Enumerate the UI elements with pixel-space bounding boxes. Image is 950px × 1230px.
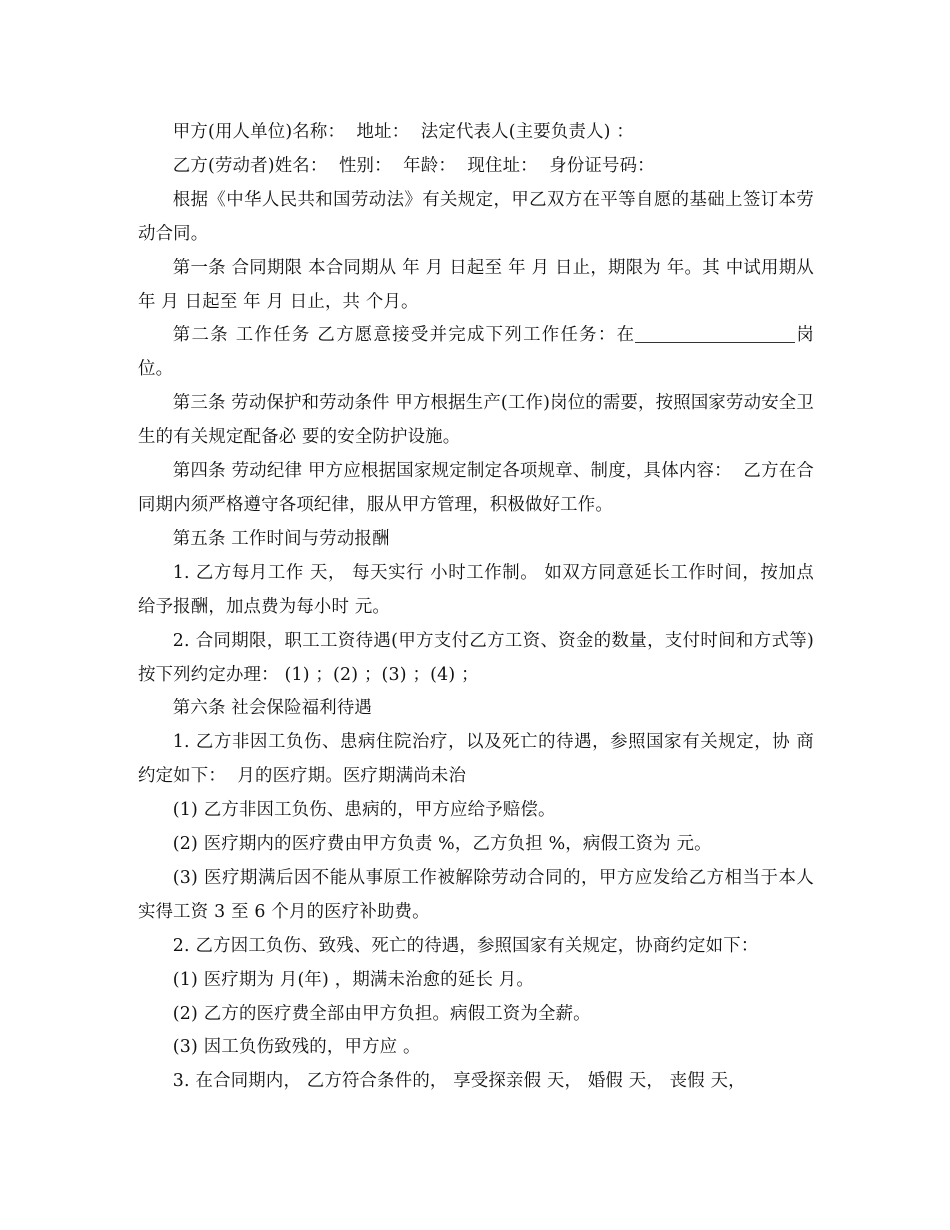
article-6-item-1: 1. 乙方非因工负伤、患病住院治疗，以及死亡的待遇，参照国家有关规定，协 商约定如下： 月的医疗期。医疗期满尚未治 [138,732,814,787]
article-4: 第四条 劳动纪律 甲方应根据国家规定制定各项规章、制度，具体内容： 乙方在合同期内须严格遵守各项纪律，服从甲方管理，积极做好工作。 [138,461,814,515]
article-6-item-1-sub-3: (3) 医疗期满后因不能从事原工作被解除劳动合同的，甲方应发给乙方相当于本人实得工资 3 至 6 个月的医疗补助费。 [138,867,814,922]
article-6-item-2: 2. 乙方因工负伤、致残、死亡的待遇，参照国家有关规定，协商约定如下： [172,935,759,956]
preamble: 根据《中华人民共和国劳动法》有关规定，甲乙双方在平等自愿的基础上签订本劳动合同。 [138,189,814,244]
article-5-item-1: 1. 乙方每月工作 天， 每天实行 小时工作制。 如双方同意延长工作时间，按加点给予报酬，加点费为每小时 元。 [138,562,814,617]
article-6-item-2-sub-1: (1) 医疗期为 月(年) ，期满未治愈的延长 月。 [172,969,534,990]
article-6-item-2-sub-2: (2) 乙方的医疗费全部由甲方负担。病假工资为全薪。 [172,1003,591,1024]
party-a-line: 甲方(用人单位)名称： 地址： 法定代表人(主要负责人) ： [172,122,634,142]
document-body [138,116,820,1099]
party-b-line: 乙方(劳动者)姓名： 性别： 年龄： 现住址： 身份证号码： [172,155,655,176]
article-6-item-3: 3. 在合同期内， 乙方符合条件的， 享受探亲假 天， 婚假 天， 丧假 天， [172,1071,746,1092]
article-2-text: 第二条 工作任务 乙方愿意接受并完成下列工作任务：在 [172,325,636,346]
article-6-heading: 第六条 社会保险福利待遇 [172,698,373,719]
article-2-suffix: 岗位。 [138,325,814,380]
article-6-item-1-sub-2: (2) 医疗期内的医疗费由甲方负责 %，乙方负担 %，病假工资为 元。 [172,834,712,855]
article-6-item-1-sub-1: (1) 乙方非因工负伤、患病的，甲方应给予赔偿。 [172,800,556,821]
article-6-item-2-sub-3: (3) 因工负伤致残的，甲方应 。 [172,1037,421,1058]
article-3: 第三条 劳动保护和劳动条件 甲方根据生产(工作)岗位的需要，按照国家劳动安全卫生的有关规定配备必 要的安全防护设施。 [138,393,814,448]
article-1: 第一条 合同期限 本合同期从 年 月 日起至 年 月 日止，期限为 年。其 中试用期从 年 月 日起至 年 月 日止，共 个月。 [138,257,820,312]
position-blank [635,325,795,343]
article-2 [138,319,814,387]
article-5-heading: 第五条 工作时间与劳动报酬 [172,528,390,549]
article-5-item-2: 2. 合同期限，职工工资待遇(甲方支付乙方工资、资金的数量，支付时间和方式等)按下列约定办理： (1) ；(2) ；(3) ；(4) ； [138,630,814,685]
